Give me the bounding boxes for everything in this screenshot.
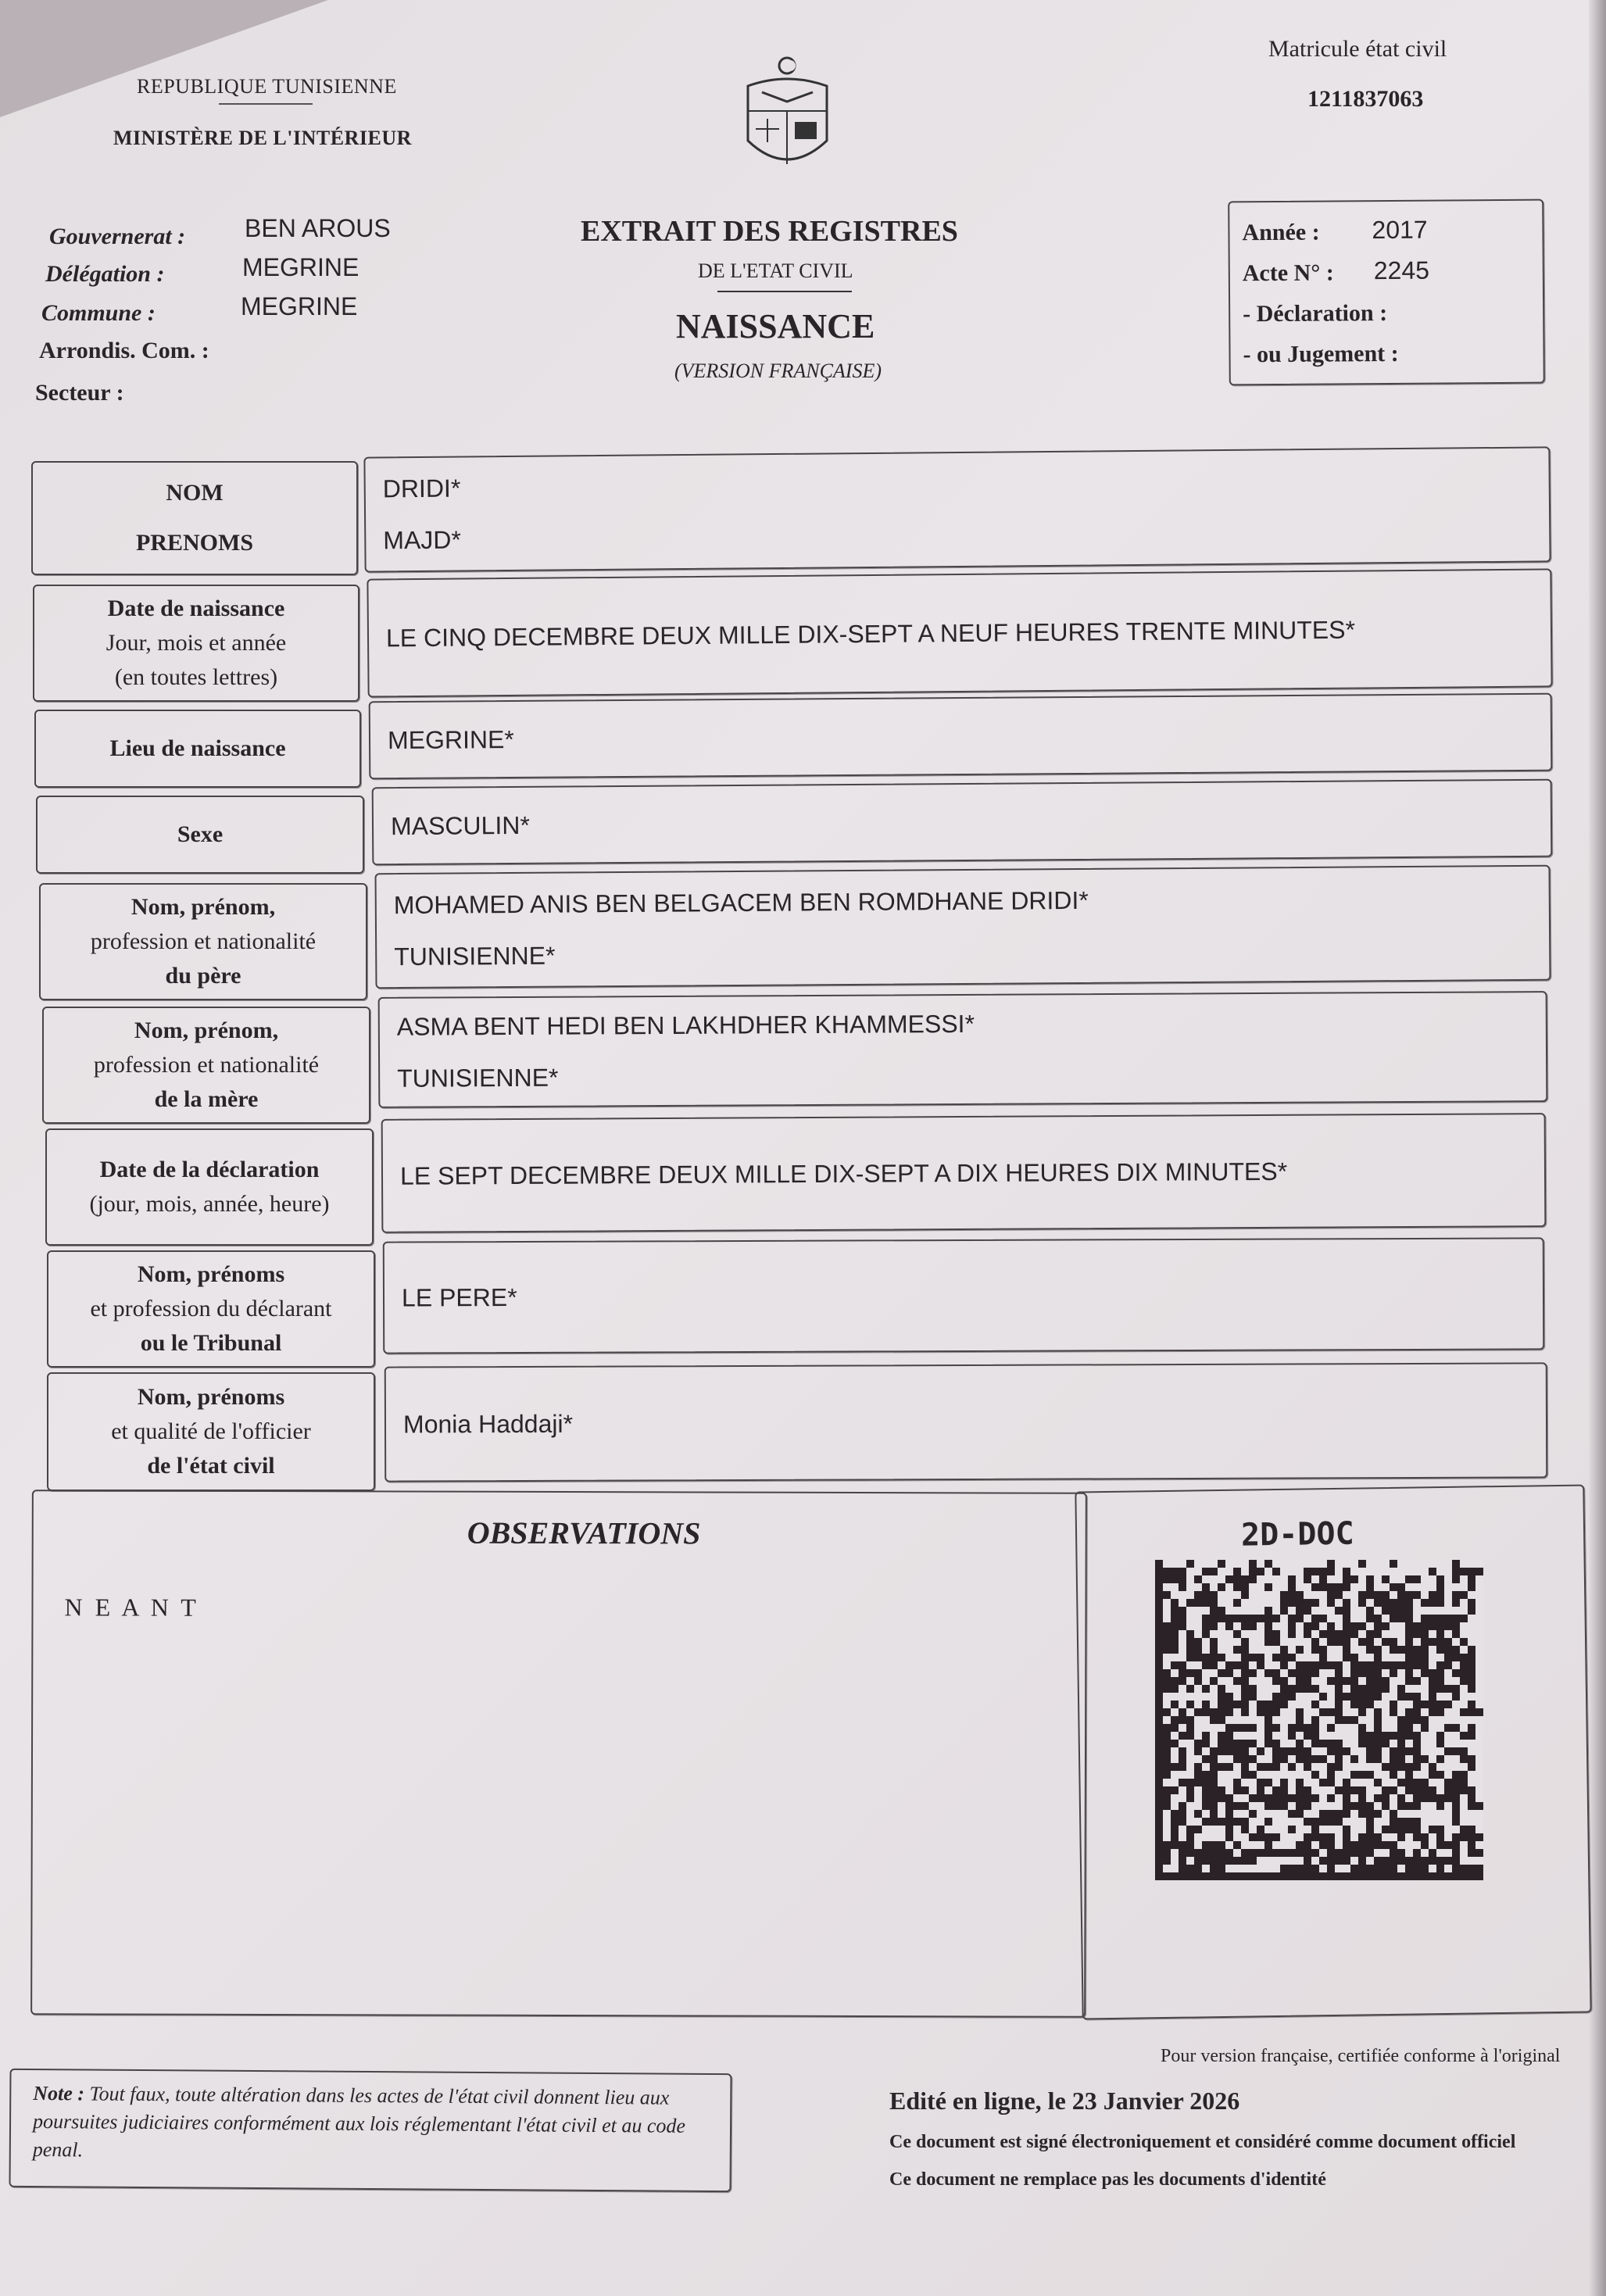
matricule-value: 1211837063 [1307,86,1424,112]
edited-prefix: Edité en ligne, le [889,2087,1066,2115]
declarant-label-box [47,1250,375,1368]
secteur-label: Secteur : [35,380,124,406]
mere-label-note: de la mère [154,1086,259,1112]
nom-value: DRIDI* [382,474,461,503]
paper-fold [0,0,328,117]
paper-edge [1589,0,1606,2296]
identity-note: Ce document ne remplace pas les documents d'identité [889,2169,1326,2190]
mere-label-box [42,1007,370,1124]
officier-value-box [385,1362,1548,1482]
lieu-label-box [34,710,361,788]
arrondissement-label: Arrondis. Com. : [39,338,209,363]
document-subtitle: DE L'ETAT CIVIL [698,259,853,282]
observations-value: N E A N T [64,1593,199,1622]
pere-label-box [39,883,367,1000]
certified-note: Pour version française, certifiée conforme à l'original [1161,2046,1561,2066]
mere-label-sub: profession et nationalité [93,1052,320,1078]
acte-box [1228,199,1545,386]
declarant-label-sub: et profession du déclarant [90,1296,332,1321]
note-label: Note : [33,2081,85,2105]
annee-label: Année : [1242,219,1320,246]
jugement-label: - ou Jugement : [1243,340,1399,368]
note-text: Tout faux, toute altération dans les actes de l'état civil donnent lieu aux poursuites judiciaires conformément aux lois réglementant l'état civil et au code penal. [32,2082,686,2162]
document-title: EXTRAIT DES REGISTRES [581,215,958,248]
mere-value-box [378,991,1548,1108]
mere-value: ASMA BENT HEDI BEN LAKHDHER KHAMMESSI* [396,1009,975,1041]
declaration-date-value: LE SEPT DECEMBRE DEUX MILLE DIX-SEPT A DIX HEURES DIX MINUTES* [399,1157,1288,1190]
gouvernerat-value: BEN AROUS [245,214,391,242]
officier-value: Monia Haddaji* [402,1409,574,1439]
observations-box [30,1490,1087,2018]
officier-label-title: Nom, prénoms [137,1384,285,1410]
edited-date: 23 Janvier 2026 [1071,2087,1240,2115]
pere-label-title: Nom, prénom, [131,894,276,920]
pere-value-box [375,865,1551,989]
officier-label-sub: et qualité de l'officier [111,1418,311,1444]
prenoms-value: MAJD* [383,525,462,555]
pere-label-note: du père [165,963,241,989]
document-type: NAISSANCE [676,307,875,345]
nom-prenoms-label-box [31,461,358,575]
naissance-value-box [367,568,1552,697]
declaration-value-box [381,1113,1547,1233]
matricule-label: Matricule état civil [1268,36,1447,62]
declarant-value: LE PERE* [401,1282,517,1312]
edited-line [889,2087,1239,2115]
annee-value: 2017 [1372,215,1428,245]
header-divider [219,103,313,105]
document-version: (VERSION FRANÇAISE) [674,359,882,382]
sexe-value: MASCULIN* [390,810,530,841]
declarant-label-title: Nom, prénoms [137,1261,285,1287]
acte-label: Acte N° : [1242,259,1334,287]
prenoms-label: PRENOMS [136,530,253,556]
naissance-value: LE CINQ DECEMBRE DEUX MILLE DIX-SEPT A NEUF HEURES TRENTE MINUTES* [385,615,1356,653]
naissance-label-sub: Jour, mois et année [106,630,287,656]
declaration-date-label: Date de la déclaration [99,1157,320,1182]
note-text-block [33,2080,714,2169]
note-box [9,2069,731,2192]
declarant-label-note: ou le Tribunal [140,1330,282,1356]
commune-label: Commune : [41,300,156,326]
declarant-value-box [383,1237,1544,1354]
nom-label: NOM [166,480,224,506]
sexe-label-box [36,796,364,874]
nom-prenoms-value-box [363,446,1551,572]
naissance-label-box [33,585,359,702]
officier-label-box [47,1372,375,1491]
delegation-value: MEGRINE [242,253,359,281]
observations-title: OBSERVATIONS [467,1515,701,1551]
delegation-label: Délégation : [45,261,165,287]
ministry-label: MINISTÈRE DE L'INTÉRIEUR [113,127,412,149]
pere-nationality: TUNISIENNE* [394,941,556,971]
sexe-label: Sexe [177,821,224,847]
declaration-label-box [45,1128,374,1246]
republic-label: REPUBLIQUE TUNISIENNE [137,75,397,98]
mere-nationality: TUNISIENNE* [397,1063,559,1093]
declaration-date-sub: (jour, mois, année, heure) [89,1191,330,1217]
coat-of-arms-icon [739,55,836,180]
declaration-label: - Déclaration : [1243,299,1388,327]
datamatrix-code-icon [1155,1560,1483,1880]
lieu-value: MEGRINE* [387,724,514,755]
mere-label-title: Nom, prénom, [134,1017,279,1043]
doc2d-title: 2D-DOC [1240,1515,1354,1554]
pere-value: MOHAMED ANIS BEN BELGACEM BEN ROMDHANE DRIDI* [393,885,1089,920]
acte-value: 2245 [1373,256,1430,285]
commune-value: MEGRINE [241,292,358,320]
pere-label-sub: profession et nationalité [90,928,317,954]
officier-label-note: de l'état civil [147,1453,275,1479]
lieu-value-box [369,693,1553,780]
naissance-label-title: Date de naissance [107,595,285,621]
naissance-label-note: (en toutes lettres) [114,664,278,690]
lieu-label: Lieu de naissance [109,735,286,761]
title-underline [717,291,852,292]
gouvernerat-label: Gouvernerat : [49,224,186,249]
sexe-value-box [372,779,1553,866]
signed-note: Ce document est signé électroniquement et considéré comme document officiel [889,2132,1516,2152]
